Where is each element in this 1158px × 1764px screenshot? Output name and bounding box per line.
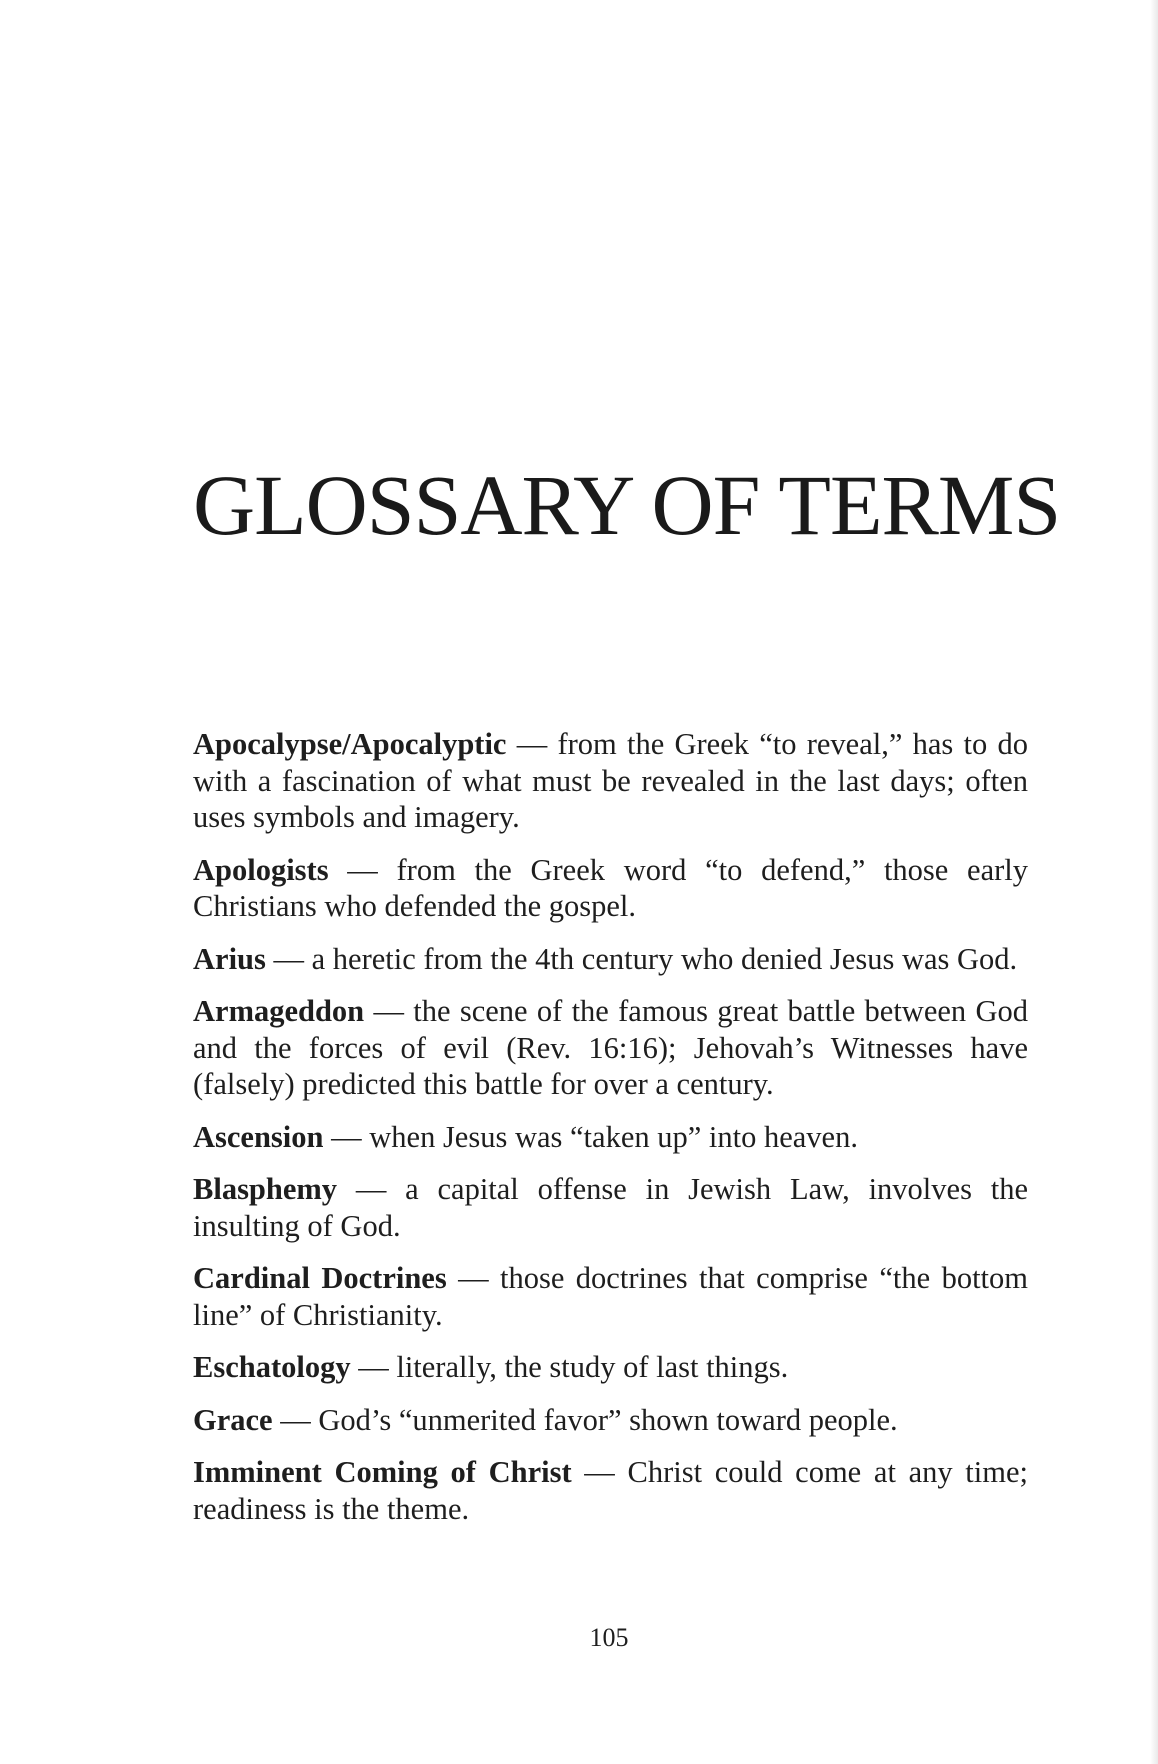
glossary-definition: — from the Greek word “to defend,” those early Christians who defended the gospel. [193, 852, 1028, 923]
glossary-list [193, 726, 1028, 1543]
glossary-definition: — the scene of the famous great battle between God and the forces of evil (Rev. 16:16); Jehovah’s Witnesses have (falsely) predicted this battle for over a century. [193, 994, 1028, 1101]
glossary-definition: — literally, the study of last things. [350, 1350, 789, 1384]
glossary-entry [193, 1260, 1028, 1333]
glossary-entry [193, 1402, 1028, 1439]
glossary-entry [193, 941, 1028, 978]
glossary-term: Eschatology [193, 1350, 351, 1384]
glossary-term: Arius [193, 941, 266, 976]
glossary-definition: — God’s “unmerited favor” shown toward people. [272, 1402, 898, 1437]
page-title: GLOSSARY OF TERMS [193, 457, 1061, 553]
glossary-definition: — those doctrines that comprise “the bottom line” of Christianity. [193, 1261, 1028, 1332]
glossary-term: Blasphemy [193, 1172, 338, 1206]
glossary-entry [193, 1454, 1028, 1527]
glossary-entry [193, 852, 1028, 925]
glossary-entry [193, 1171, 1028, 1244]
page-edge-shadow [1150, 0, 1158, 1764]
glossary-term: Imminent Coming of Christ [193, 1455, 572, 1489]
glossary-definition: — a capital offense in Jewish Law, involves the insulting of God. [193, 1172, 1028, 1243]
glossary-term: Cardinal Doctrines [193, 1261, 447, 1295]
glossary-term: Ascension [193, 1119, 324, 1154]
glossary-term: Apologists [193, 852, 329, 887]
glossary-term: Grace [193, 1402, 273, 1437]
glossary-entry [193, 1119, 1028, 1156]
glossary-term: Apocalypse/Apocalyptic [193, 727, 507, 761]
glossary-entry [193, 1349, 1028, 1386]
glossary-entry [193, 993, 1028, 1103]
glossary-definition: — Christ could come at any time; readiness is the theme. [193, 1455, 1028, 1526]
glossary-entry [193, 726, 1028, 836]
glossary-definition: — a heretic from the 4th century who denied Jesus was God. [265, 941, 1018, 976]
glossary-term: Armageddon [193, 994, 365, 1028]
glossary-definition: — from the Greek “to reveal,” has to do with a fascination of what must be revealed in the last days; often uses symbols and imagery. [193, 727, 1028, 834]
glossary-definition: — when Jesus was “taken up” into heaven. [323, 1119, 858, 1154]
page-number: 105 [589, 1623, 629, 1652]
